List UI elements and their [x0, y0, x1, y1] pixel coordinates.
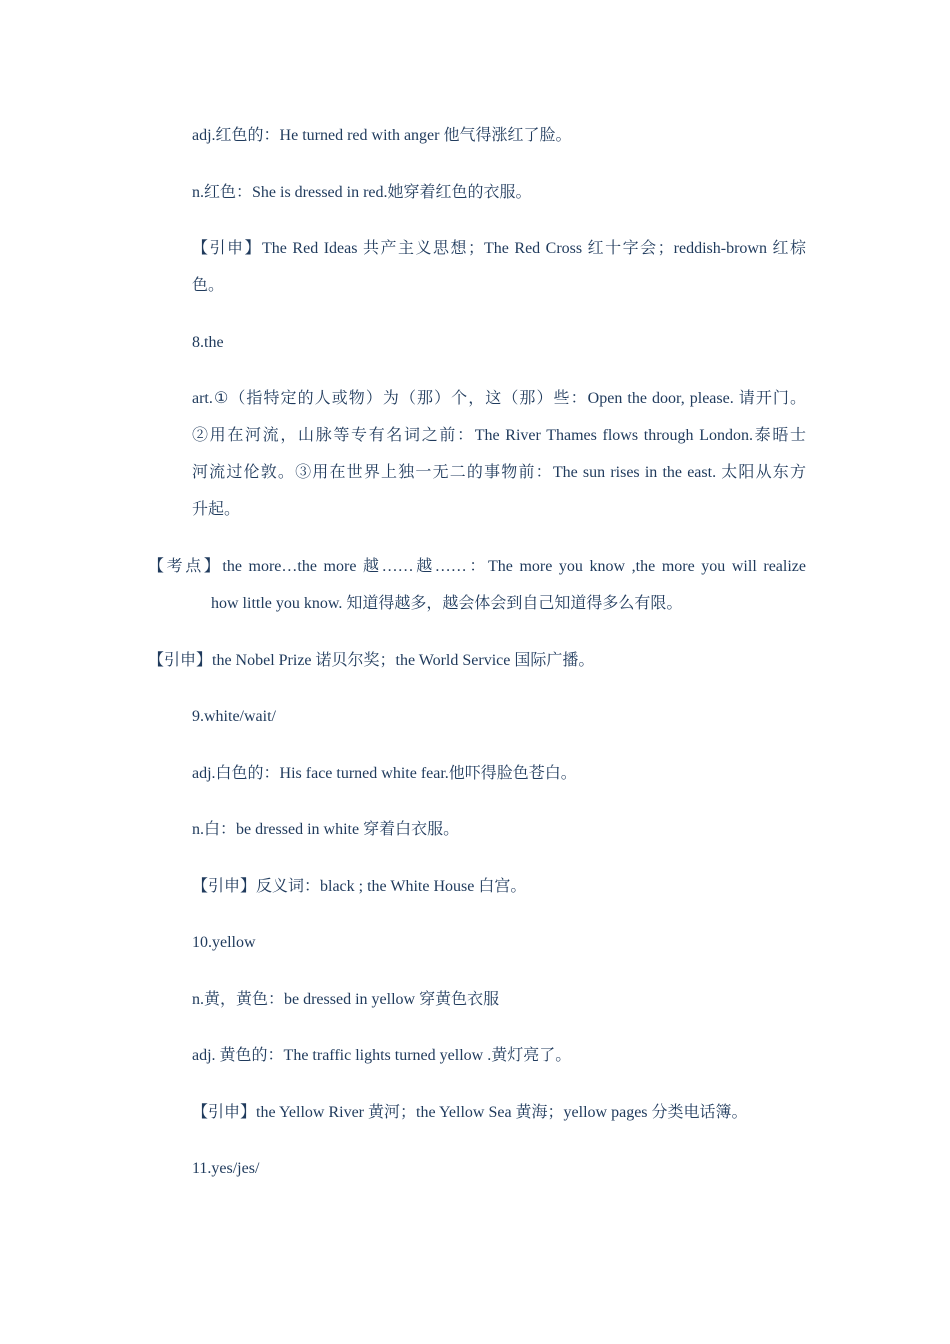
entry-yellow-adj: adj. 黄色的：The traffic lights turned yellow .黄灯亮了。: [192, 1047, 572, 1064]
entry-the-key-point-line1: 【考点】the more…the more 越……越……：The more you know ,the more you will realize: [148, 558, 806, 575]
entry-yellow-heading: 10.yellow: [192, 934, 256, 951]
entry-yes-heading: 11.yes/jes/: [192, 1160, 260, 1177]
entry-the-art-line3: 河流过伦敦。③用在世界上独一无二的事物前：The sun rises in the east. 太阳从东方: [192, 464, 806, 481]
entry-red-adj: adj.红色的：He turned red with anger 他气得涨红了脸。: [192, 127, 572, 144]
entry-the-art: [192, 380, 806, 528]
entry-white-adj: adj.白色的：His face turned white fear.他吓得脸色苍白。: [192, 765, 577, 782]
entry-white-noun: n.白：be dressed in white 穿着白衣服。: [192, 821, 460, 838]
entry-white-extension: 【引申】反义词：black ; the White House 白宫。: [192, 878, 527, 895]
entry-white-heading: 9.white/wait/: [192, 708, 276, 725]
entry-red-extension-line1: 【引申】The Red Ideas 共产主义思想；The Red Cross 红十字会；reddish-brown 红棕: [192, 240, 806, 257]
entry-red-extension-line2: 色。: [192, 277, 225, 294]
entry-the-art-line2: ②用在河流，山脉等专有名词之前：The River Thames flows through London.泰晤士: [192, 427, 806, 444]
entry-red-extension: [192, 230, 806, 304]
entry-the-extension: 【引申】the Nobel Prize 诺贝尔奖；the World Service 国际广播。: [148, 652, 595, 669]
entry-the-art-line4: 升起。: [192, 501, 241, 518]
entry-red-noun: n.红色：She is dressed in red.她穿着红色的衣服。: [192, 184, 532, 201]
entry-yellow-noun: n.黄，黄色：be dressed in yellow 穿黄色衣服: [192, 991, 500, 1008]
entry-the-key-point: [148, 548, 806, 622]
entry-yellow-extension: 【引申】the Yellow River 黄河；the Yellow Sea 黄海；yellow pages 分类电话簿。: [192, 1104, 748, 1121]
entry-the-heading: 8.the: [192, 334, 224, 351]
entry-the-key-point-line2: how little you know. 知道得越多，越会体会到自己知道得多么有限。: [211, 595, 683, 612]
entry-the-art-line1: art.①（指特定的人或物）为（那）个，这（那）些：Open the door, please. 请开门。: [192, 390, 806, 407]
